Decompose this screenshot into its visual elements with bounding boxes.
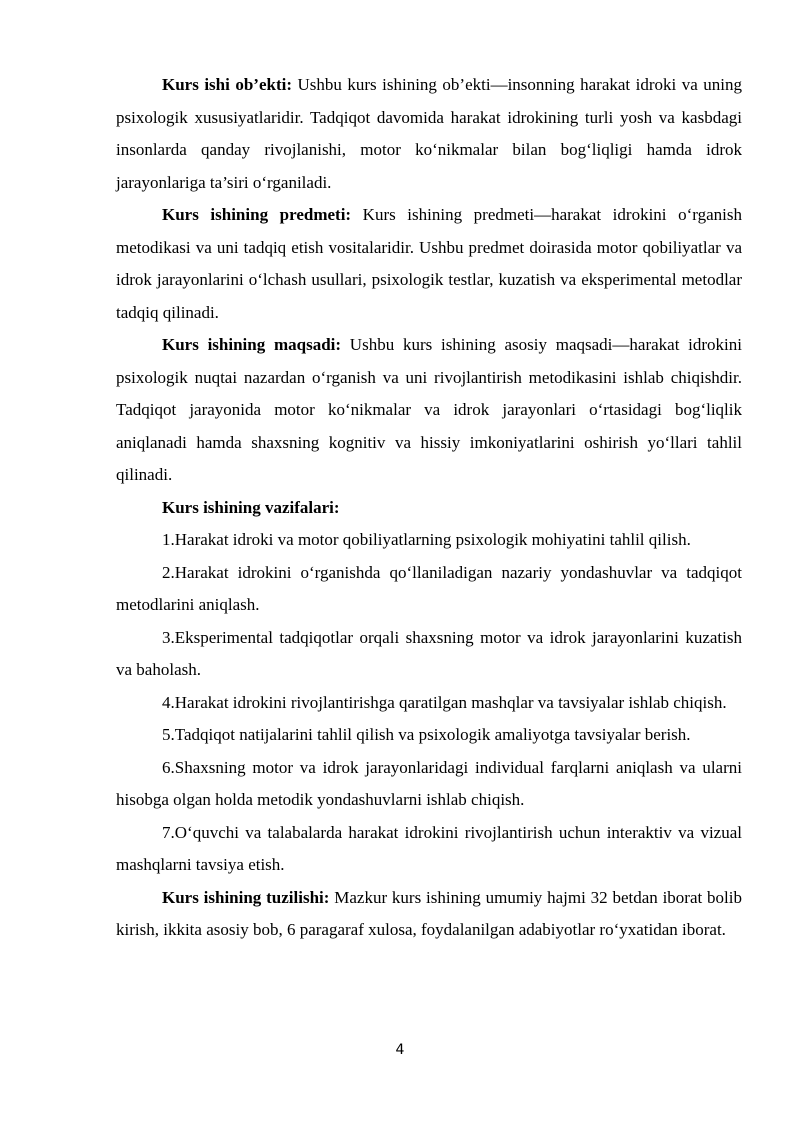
goal-heading: Kurs ishining maqsadi: bbox=[162, 335, 342, 354]
structure-paragraph bbox=[116, 882, 742, 947]
task-item: 3.Eksperimental tadqiqotlar orqali shaxsning motor va idrok jarayonlarini kuzatish va baholash. bbox=[116, 627, 742, 679]
page-number: 4 bbox=[395, 1042, 405, 1058]
object-paragraph bbox=[116, 69, 742, 199]
task-item: 2.Harakat idrokini o‘rganishda qo‘llaniladigan nazariy yondashuvlar va tadqiqot metodlarini aniqlash. bbox=[116, 562, 742, 614]
structure-heading: Kurs ishining tuzilishi: bbox=[162, 887, 330, 907]
goal-paragraph bbox=[116, 329, 742, 492]
subject-heading: Kurs ishining predmeti: bbox=[162, 205, 352, 224]
tasks-heading: Kurs ishining vazifalari: bbox=[162, 497, 340, 517]
document-body bbox=[116, 69, 742, 947]
structure-text: Mazkur kurs ishining umumiy hajmi 32 betdan iborat bolib kirish, ikkita asosiy bob, 6 paragaraf xulosa, foydalanilgan adabiyotlar ro‘yxatidan iborat. bbox=[116, 887, 742, 939]
task-item: 1.Harakat idroki va motor qobiliyatlarning psixologik mohiyatini tahlil qilish. bbox=[162, 530, 691, 549]
task-item: 6.Shaxsning motor va idrok jarayonlaridagi individual farqlarni aniqlash va ularni hisobga olgan holda metodik yondashuvlarni ishlab chiqish. bbox=[116, 757, 742, 809]
task-item: 4.Harakat idrokini rivojlantirishga qaratilgan mashqlar va tavsiyalar ishlab chiqish. bbox=[162, 692, 727, 712]
goal-text: Ushbu kurs ishining asosiy maqsadi—harakat idrokini psixologik nuqtai nazardan o‘rganish va uni rivojlantirish metodikasini ishlab chiqishdir. Tadqiqot jarayonida motor ko‘nikmalar va idrok jarayonlari o‘rtasidagi bog‘liqlik aniqlanadi hamda shaxsning kognitiv va hissiy imkoniyatlarini oshirish yo‘llari tahlil qilinadi. bbox=[116, 335, 742, 484]
tasks-heading-paragraph bbox=[116, 492, 742, 525]
subject-text: Kurs ishining predmeti—harakat idrokini o‘rganish metodikasi va uni tadqiq etish vositalaridir. Ushbu predmet doirasida motor qobiliyatlar va idrok jarayonlarini o‘lchash usullari, psixologik testlar, kuzatish va eksperimental metodlar tadqiq qilinadi. bbox=[116, 205, 742, 322]
object-text: Ushbu kurs ishining ob’ekti—insonning harakat idroki va uning psixologik xususiyatlaridir. Tadqiqot davomida harakat idrokining turli yosh va kasbdagi insonlarda qanday rivojlanishi, motor ko‘nikmalar bilan bog‘liqligi hamda idrok jarayonlariga ta’siri o‘rganiladi. bbox=[116, 75, 742, 192]
task-item: 5.Tadqiqot natijalarini tahlil qilish va psixologik amaliyotga tavsiyalar berish. bbox=[162, 725, 691, 744]
object-heading: Kurs ishi ob’ekti: bbox=[162, 75, 292, 94]
subject-paragraph bbox=[116, 199, 742, 329]
task-item: 7.O‘quvchi va talabalarda harakat idrokini rivojlantirish uchun interaktiv va vizual mashqlarni tavsiya etish. bbox=[116, 822, 742, 874]
